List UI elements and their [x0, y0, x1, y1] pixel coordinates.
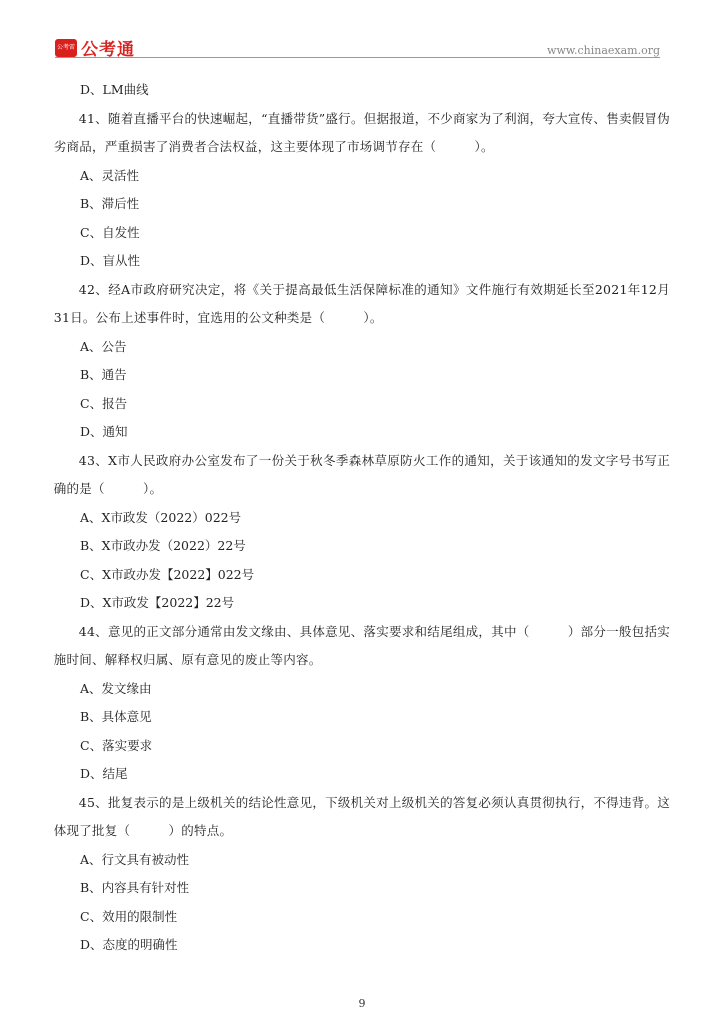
option-line: A、灵活性	[80, 167, 140, 183]
option-line: C、报告	[80, 395, 128, 411]
question-44: 44、意见的正文部分通常由发文缘由、具体意见、落实要求和结尾组成，其中（ ）部分一般包括实施时间、解释权归属、原有意见的废止等内容。	[53, 623, 670, 667]
option-line: D、盲从性	[80, 253, 141, 268]
question-41: 41、随着直播平台的快速崛起，“直播带货”盛行。但据报道，不少商家为了利润，夸大宣传、售卖假冒伪劣商品，严重损害了消费者合法权益，这主要体现了市场调节存在（ ）。	[53, 110, 670, 154]
page-number: 9	[358, 997, 366, 1010]
logo-badge-icon: 公考雷	[55, 39, 77, 57]
option-line: C、X市政办发【2022】022号	[80, 566, 255, 582]
option-line: A、发文缘由	[80, 680, 152, 696]
site-url[interactable]: www.chinaexam.org	[547, 44, 660, 57]
option-line: B、通告	[80, 367, 127, 382]
option-line: B、X市政办发（2022）22号	[80, 538, 246, 553]
option-line: B、内容具有针对性	[80, 880, 190, 895]
option-line: D、态度的明确性	[80, 937, 178, 952]
option-line: B、具体意见	[80, 709, 152, 724]
option-line: D、通知	[80, 424, 128, 439]
option-line: C、效用的限制性	[80, 908, 178, 924]
question-42: 42、经A市政府研究决定，将《关于提高最低生活保障标准的通知》文件施行有效期延长至2021年12月31日。公布上述事件时，宜选用的公文种类是（ ）。	[53, 281, 670, 325]
question-45: 45、批复表示的是上级机关的结论性意见，下级机关对上级机关的答复必须认真贯彻执行，不得违背。这体现了批复（ ）的特点。	[53, 794, 670, 838]
option-line: A、公告	[80, 338, 127, 354]
question-43: 43、X市人民政府办公室发布了一份关于秋冬季森林草原防火工作的通知，关于该通知的发文字号书写正确的是（ ）。	[53, 452, 670, 496]
option-line: D、结尾	[80, 766, 128, 781]
option-line: A、行文具有被动性	[80, 851, 190, 867]
option-line: D、LM曲线	[80, 82, 149, 97]
logo-text: 公考通	[81, 40, 135, 60]
option-line: B、滞后性	[80, 196, 140, 211]
page-header	[0, 0, 724, 70]
option-line: C、落实要求	[80, 737, 153, 753]
option-line: C、自发性	[80, 224, 140, 240]
document-body	[53, 76, 670, 960]
option-line: A、X市政发（2022）022号	[80, 509, 242, 525]
option-line: D、X市政发【2022】22号	[80, 595, 235, 610]
header-divider	[55, 57, 660, 58]
